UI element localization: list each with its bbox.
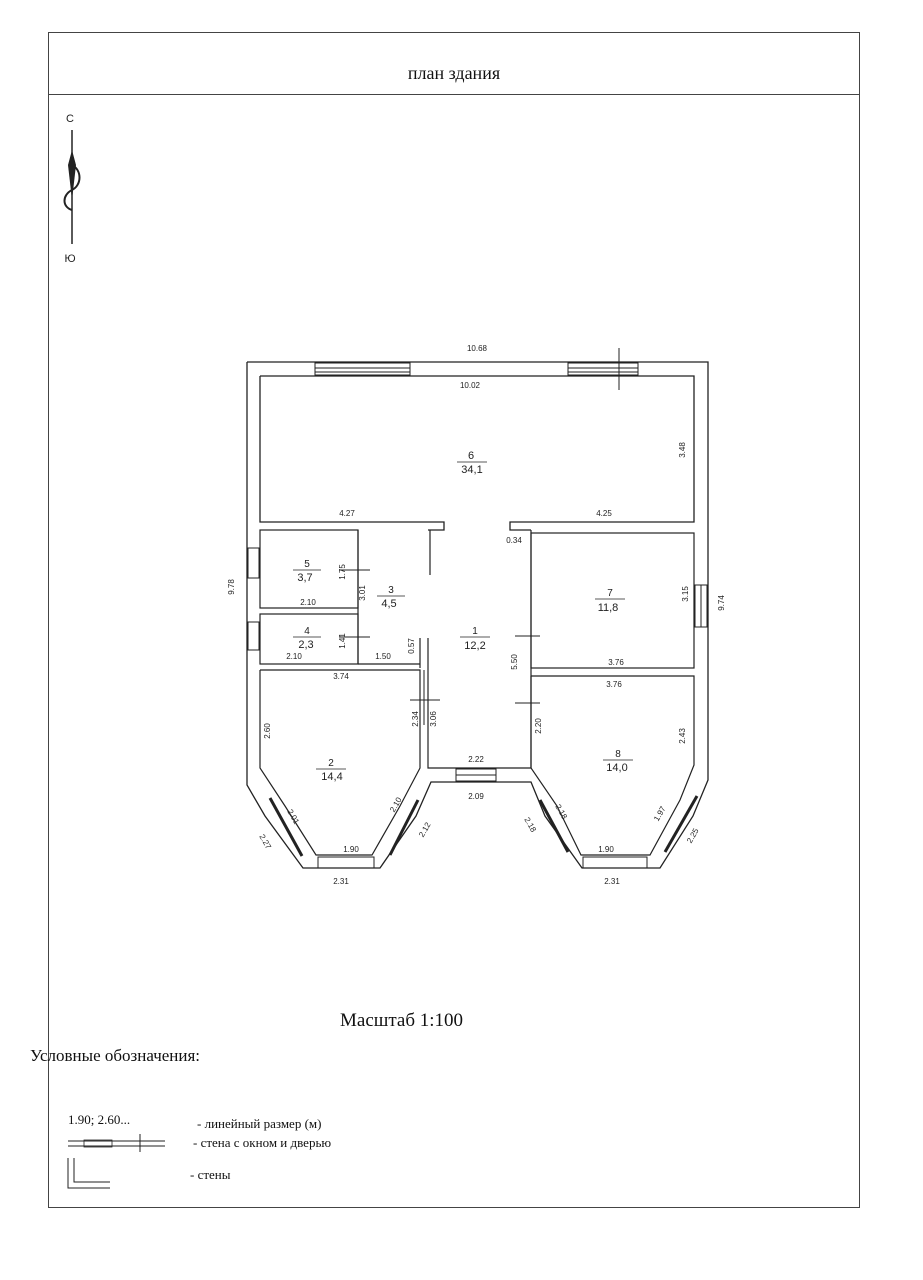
room-number: 4 <box>304 626 310 637</box>
room-label-1 <box>460 626 490 652</box>
room-number: 6 <box>467 450 475 462</box>
legend-symbols <box>68 1134 165 1188</box>
dim-room2-left: 2.60 <box>263 723 272 739</box>
room-area: 12,2 <box>464 640 486 652</box>
room-label-8 <box>603 749 633 774</box>
legend-sample-dims: 1.90; 2.60... <box>68 1112 131 1127</box>
dim-top-outer: 10.68 <box>466 344 488 353</box>
dim-right-top: 3.48 <box>678 442 687 458</box>
room-number: 3 <box>388 585 394 596</box>
dim-right-overall: 9.74 <box>717 595 726 611</box>
room-area: 3,7 <box>297 572 313 584</box>
dim-wall-stub: 0.34 <box>506 536 522 545</box>
dim-room8-bottom-outer: 2.31 <box>604 877 620 886</box>
compass-icon <box>64 113 79 265</box>
room-number: 2 <box>328 758 334 769</box>
dim-room6-bottom-left: 4.27 <box>339 509 355 518</box>
dim-room8-right: 2.43 <box>678 728 687 744</box>
page-title: план здания <box>407 63 501 83</box>
room-label-3 <box>377 585 405 610</box>
dim-entrance-width: 2.09 <box>468 792 484 801</box>
room-label-2 <box>316 758 346 783</box>
dim-corridor-height: 5.50 <box>510 654 519 670</box>
dim-room2-bay-left-outer: 2.27 <box>257 832 273 851</box>
dim-left-overall: 9.78 <box>227 579 236 595</box>
room-label-7 <box>595 588 625 614</box>
compass-north-label: С <box>66 113 74 125</box>
dim-room8-top: 3.76 <box>606 680 622 689</box>
room-label-5 <box>293 559 321 584</box>
compass-south-label: Ю <box>64 253 76 265</box>
room-label-6 <box>457 450 487 476</box>
room-area: 2,3 <box>298 639 314 651</box>
dim-corridor-bottom: 2.22 <box>468 755 484 764</box>
dim-room7-bottom: 3.76 <box>608 658 624 667</box>
dim-room2-bay-right-outer: 2.12 <box>417 820 433 839</box>
dim-room2-bay-left-inner: 2.01 <box>285 807 301 826</box>
room-area: 11,8 <box>597 602 619 614</box>
dim-room3-height: 3.01 <box>358 585 367 601</box>
room-number: 5 <box>304 559 310 570</box>
room-labels <box>293 450 633 783</box>
dim-room4-width: 2.10 <box>286 652 302 661</box>
room-area: 14,4 <box>321 771 343 783</box>
dim-room2-right-b: 3.06 <box>429 711 438 727</box>
dim-room8-bottom-inner: 1.90 <box>598 845 614 854</box>
dim-room6-bottom-right: 4.25 <box>596 509 612 518</box>
dim-room7-height: 3.15 <box>681 586 690 602</box>
dim-room2-top: 3.74 <box>333 672 349 681</box>
dim-room2-bottom-outer: 2.31 <box>333 877 349 886</box>
dim-room3-bottom: 1.50 <box>375 652 391 661</box>
room-number: 7 <box>607 588 613 599</box>
legend-item-wall-window: - стена с окном и дверью <box>193 1135 332 1150</box>
dim-room8-bay-right-outer: 2.25 <box>685 826 701 845</box>
inner-walls <box>260 530 694 855</box>
dim-room5-width: 2.10 <box>300 598 316 607</box>
room-area: 4,5 <box>381 598 397 610</box>
dim-room4-height: 1.41 <box>338 633 347 649</box>
dim-room8-bay-left-outer: 2.18 <box>522 815 538 834</box>
dim-room5-height: 1.75 <box>338 564 347 580</box>
dim-room2-right-a: 2.34 <box>411 711 420 727</box>
room-label-4 <box>293 626 321 651</box>
legend-wall-icon <box>68 1158 110 1188</box>
room-number: 1 <box>472 626 478 637</box>
legend-item-linear-dim: - линейный размер (м) <box>197 1116 322 1131</box>
dim-room2-bottom-inner: 1.90 <box>343 845 359 854</box>
room-number: 8 <box>615 749 621 760</box>
dim-top-inner: 10.02 <box>459 381 481 390</box>
dimension-labels <box>227 344 726 886</box>
room-area: 34,1 <box>461 464 483 476</box>
dim-room8-bay-right-inner: 1.97 <box>652 804 668 823</box>
dim-room8-left: 2.20 <box>534 718 543 734</box>
legend-title: Условные обозначения: <box>30 1046 201 1065</box>
scale-label: Масштаб 1:100 <box>340 1010 464 1031</box>
dim-corridor-stub: 0.57 <box>407 638 416 654</box>
legend-wall-window-icon <box>68 1134 165 1152</box>
dim-room8-bay-left-inner: 2.18 <box>553 802 569 821</box>
room-area: 14,0 <box>606 762 628 774</box>
dim-room2-bay-right-inner: 2.10 <box>388 795 404 814</box>
legend-item-walls: - стены <box>190 1167 231 1182</box>
